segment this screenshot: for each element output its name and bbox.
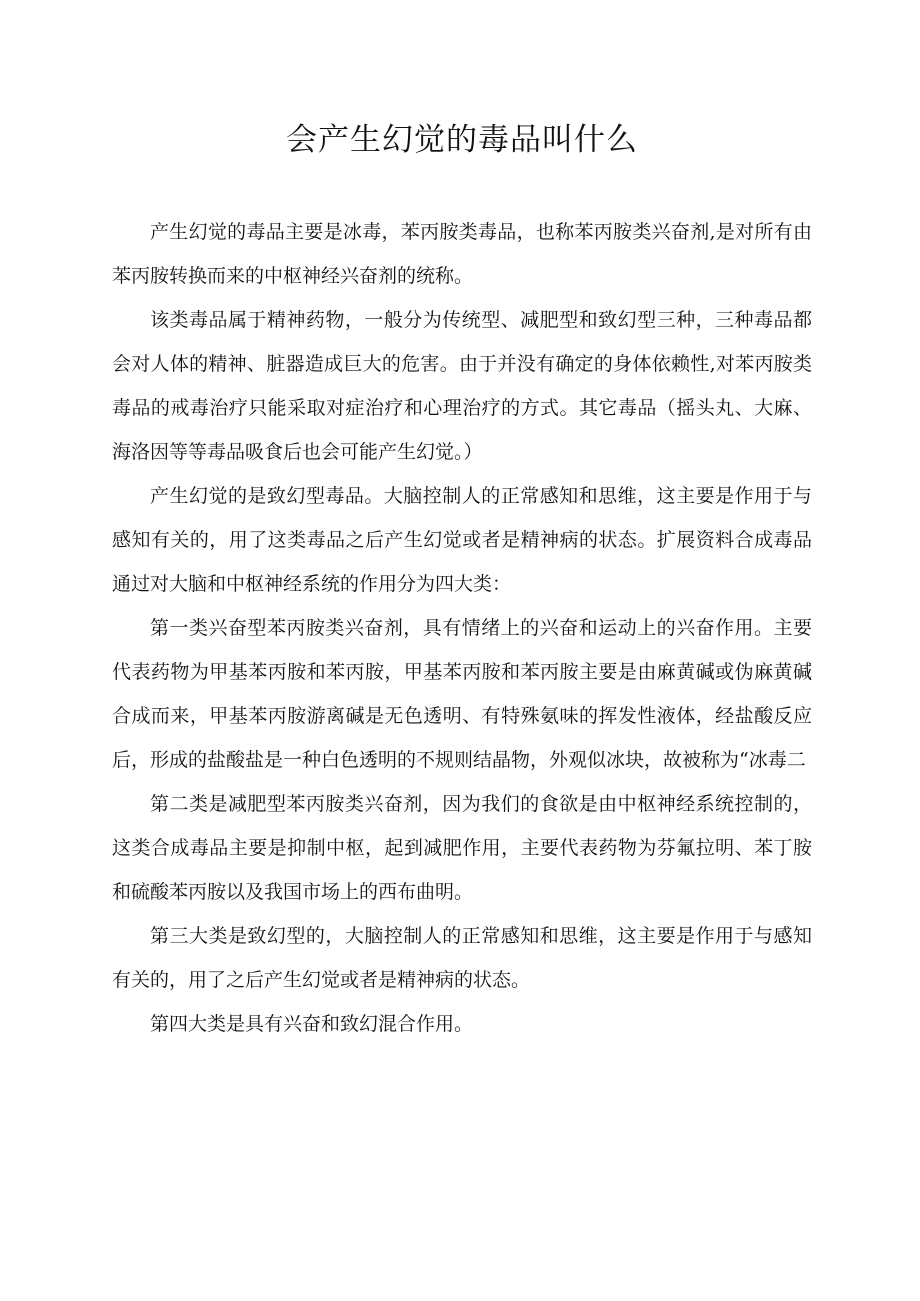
paragraph: 第三大类是致幻型的，大脑控制人的正常感知和思维，这主要是作用于与感知有关的，用了之后产生幻觉或者是精神病的状态。 [112, 925, 812, 991]
page-title: 会产生幻觉的毒品叫什么 [286, 122, 638, 158]
paragraph: 第二类是减肥型苯丙胺类兴奋剂，因为我们的食欲是由中枢神经系统控制的，这类合成毒品主要是抑制中枢，起到减肥作用，主要代表药物为芬氟拉明、苯丁胺和硫酸苯丙胺以及我国市场上的西布曲明。 [112, 793, 812, 903]
paragraph: 第一类兴奋型苯丙胺类兴奋剂，具有情绪上的兴奋和运动上的兴奋作用。主要代表药物为甲基苯丙胺和苯丙胺，甲基苯丙胺和苯丙胺主要是由麻黄碱或伪麻黄碱合成而来，甲基苯丙胺游离碱是无色透明、有特殊氨味的挥发性液体，经盐酸反应后，形成的盐酸盐是一种白色透明的不规则结晶物，外观似冰块，故被称为“冰毒二 [112, 617, 812, 771]
paragraph: 产生幻觉的是致幻型毒品。大脑控制人的正常感知和思维，这主要是作用于与感知有关的，用了这类毒品之后产生幻觉或者是精神病的状态。扩展资料合成毒品通过对大脑和中枢神经系统的作用分为四大类： [112, 485, 812, 595]
paragraph: 第四大类是具有兴奋和致幻混合作用。 [150, 1013, 474, 1035]
document-body [112, 210, 812, 1046]
paragraph: 产生幻觉的毒品主要是冰毒，苯丙胺类毒品，也称苯丙胺类兴奋剂,是对所有由苯丙胺转换而来的中枢神经兴奋剂的统称。 [112, 221, 812, 287]
paragraph: 该类毒品属于精神药物，一般分为传统型、减肥型和致幻型三种，三种毒品都会对人体的精神、脏器造成巨大的危害。由于并没有确定的身体依赖性,对苯丙胺类毒品的戒毒治疗只能采取对症治疗和心理治疗的方式。其它毒品（摇头丸、大麻、海洛因等等毒品吸食后也会可能产生幻觉。） [112, 309, 812, 463]
